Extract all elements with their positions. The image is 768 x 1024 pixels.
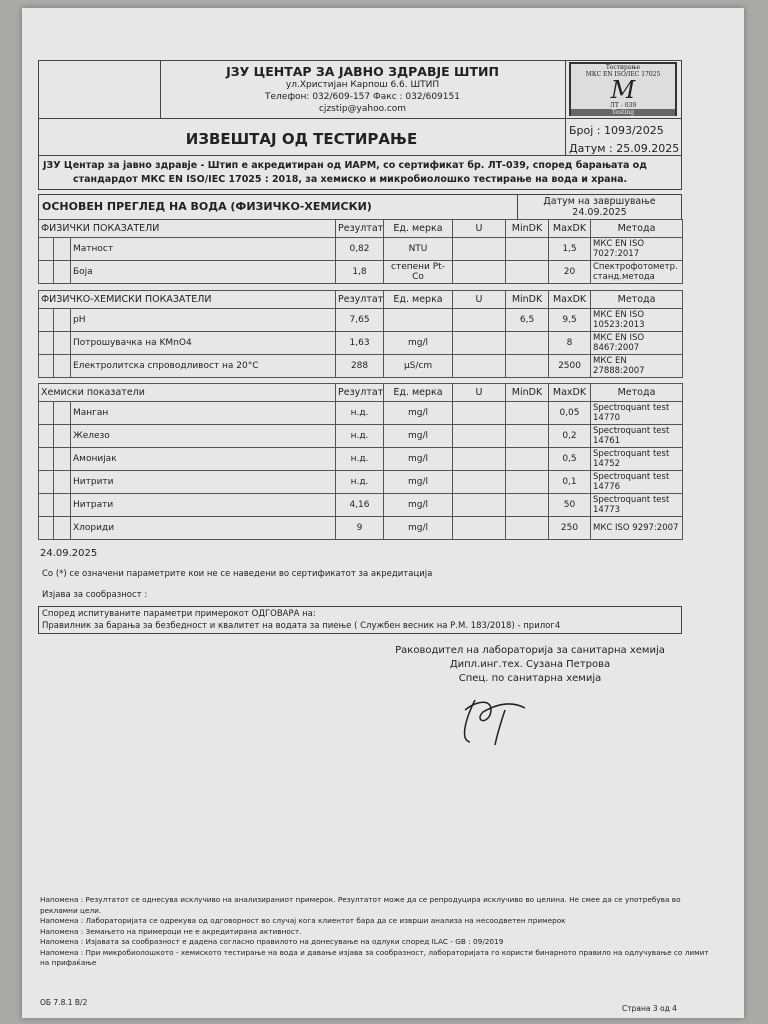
note: Напомена : При микробиолошкото - хемиското тестирање на вода и давање изјава за сообразност, лабораторијата го користи бинарното правило на одлучување со лимит на прифаќање (40, 947, 709, 967)
table-section-title: ФИЗИЧКО-ХЕМИСКИ ПОКАЗАТЕЛИ (39, 291, 336, 309)
table-header-row (39, 384, 683, 402)
min-cell (506, 517, 549, 540)
method-cell: Spectroquant test 14761 (591, 425, 683, 448)
column-header: U (453, 291, 506, 309)
indent-cell (39, 355, 54, 378)
table-row (39, 238, 683, 261)
indent-cell (54, 309, 71, 332)
note: Напомена : Резултатот се однесува исклучиво на анализираниот примерок. Резултатот може да се репродуцира исклучиво во целина. Не смее да се употребува во рекламни цели. (40, 895, 681, 915)
indent-cell (54, 448, 71, 471)
accreditation-logo (569, 62, 677, 116)
min-cell (506, 402, 549, 425)
u-cell (453, 355, 506, 378)
parameter-name: Матност (71, 238, 336, 261)
column-header: Резултат (336, 291, 384, 309)
column-header: U (453, 384, 506, 402)
logo-bottom: Testing (571, 109, 675, 116)
table-row (39, 425, 683, 448)
u-cell (453, 261, 506, 284)
u-cell (453, 425, 506, 448)
column-header: Резултат (336, 384, 384, 402)
result-cell: н.д. (336, 448, 384, 471)
parameter-name: Амонијак (71, 448, 336, 471)
unit-cell: µS/cm (384, 355, 453, 378)
unit-cell: mg/l (384, 332, 453, 355)
completion-date: 24.09.2025 (572, 207, 627, 218)
column-header: Ед. мерка (384, 220, 453, 238)
column-header: Резултат (336, 220, 384, 238)
indent-cell (54, 517, 71, 540)
results-table (38, 383, 683, 540)
indent-cell (39, 402, 54, 425)
parameter-name: Манган (71, 402, 336, 425)
result-cell: 288 (336, 355, 384, 378)
accreditation-line: стандардот МКС EN ISO/IEC 17025 : 2018, за хемиско и микробиолошко тестирање на вода и храна. (73, 174, 628, 185)
indent-cell (39, 494, 54, 517)
indent-cell (39, 448, 54, 471)
results-table (38, 219, 683, 284)
u-cell (453, 494, 506, 517)
column-header: Ед. мерка (384, 384, 453, 402)
signatory-role: Раководител на лабораторија за санитарна хемија (395, 645, 665, 656)
notes (40, 895, 710, 969)
logo-code: ЛТ - 039 (609, 102, 637, 109)
max-cell: 0,5 (549, 448, 591, 471)
org-address: ул.Христијан Карпош 6.6. ШТИП (285, 80, 440, 90)
form-code: ОБ 7.8.1 В/2 (40, 998, 88, 1007)
column-header: MinDK (506, 220, 549, 238)
indent-cell (54, 238, 71, 261)
min-cell (506, 332, 549, 355)
u-cell (453, 238, 506, 261)
signatory-name: Дипл.инг.тех. Сузана Петрова (449, 659, 611, 670)
logo-letter: M (610, 76, 636, 104)
method-cell: Spectroquant test 14752 (591, 448, 683, 471)
table-header-row (39, 220, 683, 238)
parameter-name: Боја (71, 261, 336, 284)
max-cell: 0,05 (549, 402, 591, 425)
max-cell: 8 (549, 332, 591, 355)
divider (38, 118, 682, 119)
u-cell (453, 402, 506, 425)
org-email: cjzstip@yahoo.com (318, 104, 407, 114)
accreditation-statement (38, 155, 682, 190)
indent-cell (39, 517, 54, 540)
conformity-box (38, 606, 682, 634)
method-cell: Спектрофотометр. станд.метода (591, 261, 683, 284)
table-row (39, 517, 683, 540)
indent-cell (54, 355, 71, 378)
indent-cell (54, 402, 71, 425)
u-cell (453, 471, 506, 494)
column-header: U (453, 220, 506, 238)
parameter-name: Хлориди (71, 517, 336, 540)
unit-cell: mg/l (384, 425, 453, 448)
parameter-name: Електролитска спроводливост на 20°C (71, 355, 336, 378)
parameter-name: Железо (71, 425, 336, 448)
method-cell: МКС EN ISO 8467:2007 (591, 332, 683, 355)
org-phone: Телефон: 032/609-157 Факс : 032/609151 (265, 92, 460, 102)
indent-cell (39, 238, 54, 261)
unit-cell: mg/l (384, 494, 453, 517)
indent-cell (39, 471, 54, 494)
u-cell (453, 448, 506, 471)
parameter-name: Нитрити (71, 471, 336, 494)
logo-std: МКС EN ISO/IEC 17025 (585, 71, 661, 78)
column-header: Метода (591, 384, 683, 402)
min-cell (506, 355, 549, 378)
table-row (39, 309, 683, 332)
unit-cell (384, 309, 453, 332)
max-cell: 0,1 (549, 471, 591, 494)
column-header: Ед. мерка (384, 291, 453, 309)
column-header: MinDK (506, 384, 549, 402)
unit-cell: степени Pt-Co (384, 261, 453, 284)
table-section-title: ФИЗИЧКИ ПОКАЗАТЕЛИ (39, 220, 336, 238)
u-cell (453, 332, 506, 355)
table-row (39, 332, 683, 355)
unit-cell: mg/l (384, 517, 453, 540)
max-cell: 50 (549, 494, 591, 517)
parameter-name: pH (71, 309, 336, 332)
min-cell (506, 448, 549, 471)
min-cell (506, 238, 549, 261)
indent-cell (39, 261, 54, 284)
page-number: Страна 3 од 4 (622, 1004, 677, 1013)
section-title: ОСНОВЕН ПРЕГЛЕД НА ВОДА (ФИЗИЧКО-ХЕМИСКИ) (42, 200, 372, 213)
max-cell: 9,5 (549, 309, 591, 332)
method-cell: Spectroquant test 14773 (591, 494, 683, 517)
parameter-name: Нитрати (71, 494, 336, 517)
min-cell (506, 494, 549, 517)
min-cell (506, 425, 549, 448)
results-table (38, 290, 683, 378)
indent-cell (39, 425, 54, 448)
result-cell: 7,65 (336, 309, 384, 332)
column-header: MaxDK (549, 291, 591, 309)
table-header-row (39, 291, 683, 309)
column-header: Метода (591, 291, 683, 309)
accreditation-line: ЈЗУ Центар за јавно здравје - Штип е акредитиран од ИАРМ, со сертификат бр. ЛТ-039, според барањата од (43, 160, 647, 171)
max-cell: 0,2 (549, 425, 591, 448)
conformity-label: Изјава за сообразност : (42, 590, 148, 600)
conformity-line: Според испитуваните параметри примерокот ОДГОВАРА на: (42, 609, 316, 619)
indent-cell (39, 332, 54, 355)
column-header: Метода (591, 220, 683, 238)
unit-cell: mg/l (384, 402, 453, 425)
method-cell: МКС EN ISO 10523:2013 (591, 309, 683, 332)
unit-cell: mg/l (384, 448, 453, 471)
result-cell: 9 (336, 517, 384, 540)
u-cell (453, 517, 506, 540)
completion-label: Датум на завршување (543, 196, 656, 207)
table-row (39, 494, 683, 517)
table-row (39, 355, 683, 378)
indent-cell (54, 261, 71, 284)
column-header: MaxDK (549, 384, 591, 402)
table-row (39, 471, 683, 494)
note: Напомена : Лабораторијата се одрекува од одговорност во случај кога клиентот бара да се изврши анализа на несоодветен примерок (40, 916, 566, 925)
handwritten-signature (455, 690, 535, 750)
max-cell: 20 (549, 261, 591, 284)
unit-cell: NTU (384, 238, 453, 261)
result-cell: н.д. (336, 402, 384, 425)
table-row (39, 402, 683, 425)
table-row (39, 448, 683, 471)
max-cell: 1,5 (549, 238, 591, 261)
min-cell: 6,5 (506, 309, 549, 332)
method-cell: МКС EN ISO 7027:2017 (591, 238, 683, 261)
result-cell: 1,63 (336, 332, 384, 355)
table-section-title: Хемиски показатели (39, 384, 336, 402)
max-cell: 250 (549, 517, 591, 540)
method-cell: Spectroquant test 14770 (591, 402, 683, 425)
indent-cell (54, 425, 71, 448)
report-date: Датум : 25.09.2025 (569, 142, 680, 155)
method-cell: Spectroquant test 14776 (591, 471, 683, 494)
issue-date: 24.09.2025 (40, 548, 98, 559)
indent-cell (54, 494, 71, 517)
result-cell: 0,82 (336, 238, 384, 261)
result-cell: 4,16 (336, 494, 384, 517)
min-cell (506, 471, 549, 494)
table-row (39, 261, 683, 284)
indent-cell (39, 309, 54, 332)
method-cell: МКС EN 27888:2007 (591, 355, 683, 378)
parameter-name: Потрошувачка на KMnO4 (71, 332, 336, 355)
u-cell (453, 309, 506, 332)
report-number: Број : 1093/2025 (569, 124, 664, 137)
note: Напомена : Изјавата за сообразност е дадена согласно правилото на донесување на одлуки според ILAC - GB : 09/2019 (40, 937, 504, 946)
column-header: MaxDK (549, 220, 591, 238)
indent-cell (54, 471, 71, 494)
unit-cell: mg/l (384, 471, 453, 494)
divider (565, 60, 566, 156)
signatory-spec: Спец. по санитарна хемија (458, 673, 602, 684)
max-cell: 2500 (549, 355, 591, 378)
conformity-line: Правилник за барања за безбедност и квалитет на водата за пиење ( Службен весник на Р.М. 183/2018) - прилог4 (42, 621, 561, 631)
logo-top: Тестирање (605, 64, 641, 71)
note: Напомена : Земањето на примероци не е акредитирана активност. (40, 926, 302, 936)
asterisk-note: Со (*) се означени параметрите кои не се наведени во сертификатот за акредитација (42, 569, 433, 579)
column-header: MinDK (506, 291, 549, 309)
result-cell: н.д. (336, 471, 384, 494)
report-title: ИЗВЕШТАЈ ОД ТЕСТИРАЊЕ (185, 130, 418, 148)
min-cell (506, 261, 549, 284)
indent-cell (54, 332, 71, 355)
result-cell: 1,8 (336, 261, 384, 284)
result-cell: н.д. (336, 425, 384, 448)
method-cell: МКС ISO 9297:2007 (591, 517, 683, 540)
org-name: ЈЗУ ЦЕНТАР ЗА ЈАВНО ЗДРАВЈЕ ШТИП (226, 64, 499, 79)
